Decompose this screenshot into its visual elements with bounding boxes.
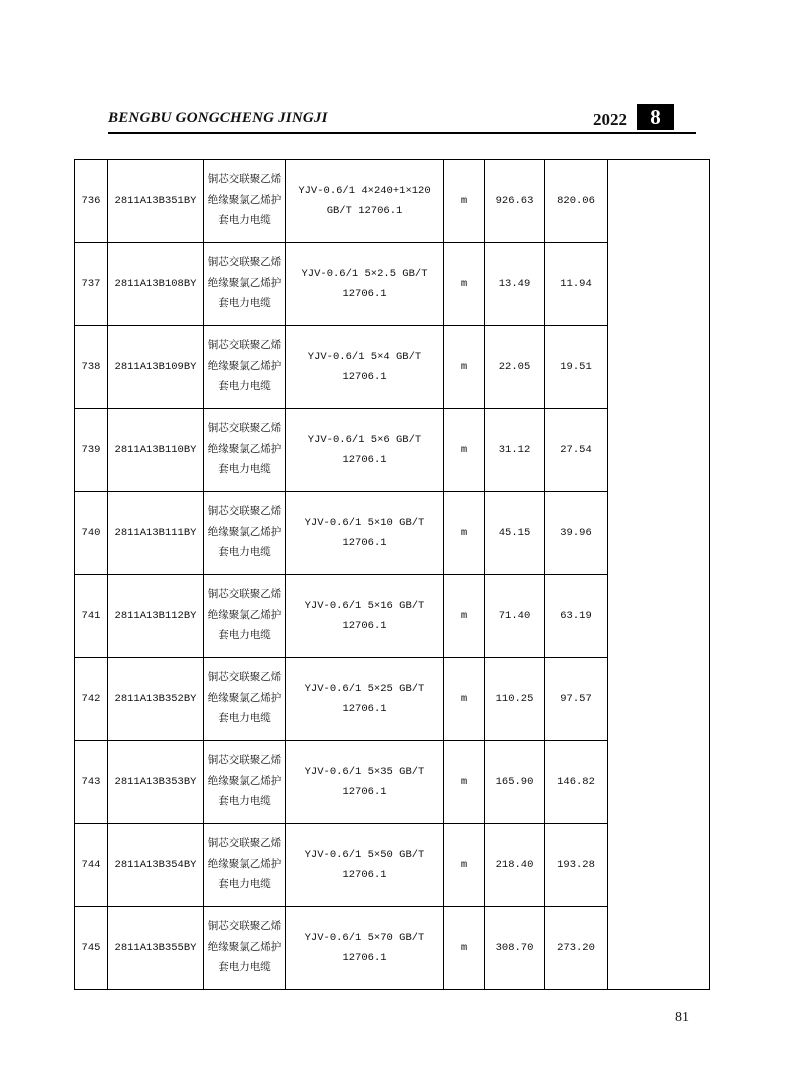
price-tax-excl: 273.20 — [545, 907, 608, 990]
item-name: 铜芯交联聚乙烯绝缘聚氯乙烯护套电力电缆 — [204, 160, 286, 243]
item-spec: YJV-0.6/1 5×70 GB/T 12706.1 — [286, 907, 444, 990]
item-unit: m — [444, 326, 485, 409]
item-spec: YJV-0.6/1 5×25 GB/T 12706.1 — [286, 658, 444, 741]
page-number: 81 — [675, 1010, 689, 1025]
item-spec: YJV-0.6/1 5×2.5 GB/T 12706.1 — [286, 243, 444, 326]
header-rule — [108, 132, 696, 134]
journal-title: BENGBU GONGCHENG JINGJI — [108, 110, 328, 126]
row-number: 741 — [75, 575, 108, 658]
price-tax-excl: 39.96 — [545, 492, 608, 575]
item-code: 2811A13B112BY — [108, 575, 204, 658]
price-tax-excl: 146.82 — [545, 741, 608, 824]
row-number: 745 — [75, 907, 108, 990]
item-code: 2811A13B111BY — [108, 492, 204, 575]
table-body — [75, 160, 710, 990]
item-name: 铜芯交联聚乙烯绝缘聚氯乙烯护套电力电缆 — [204, 575, 286, 658]
item-unit: m — [444, 658, 485, 741]
price-tax-excl: 820.06 — [545, 160, 608, 243]
table-row — [75, 160, 710, 243]
price-tax-excl: 11.94 — [545, 243, 608, 326]
item-name: 铜芯交联聚乙烯绝缘聚氯乙烯护套电力电缆 — [204, 658, 286, 741]
price-tax-incl: 71.40 — [485, 575, 545, 658]
item-unit: m — [444, 492, 485, 575]
price-tax-excl: 27.54 — [545, 409, 608, 492]
item-code: 2811A13B353BY — [108, 741, 204, 824]
item-name: 铜芯交联聚乙烯绝缘聚氯乙烯护套电力电缆 — [204, 741, 286, 824]
item-unit: m — [444, 409, 485, 492]
price-tax-incl: 13.49 — [485, 243, 545, 326]
item-spec: YJV-0.6/1 5×50 GB/T 12706.1 — [286, 824, 444, 907]
remarks-cell — [608, 160, 710, 990]
row-number: 738 — [75, 326, 108, 409]
row-number: 736 — [75, 160, 108, 243]
page-header — [108, 104, 696, 134]
price-tax-excl: 193.28 — [545, 824, 608, 907]
row-number: 744 — [75, 824, 108, 907]
price-tax-incl: 926.63 — [485, 160, 545, 243]
item-name: 铜芯交联聚乙烯绝缘聚氯乙烯护套电力电缆 — [204, 243, 286, 326]
item-code: 2811A13B352BY — [108, 658, 204, 741]
item-code: 2811A13B354BY — [108, 824, 204, 907]
item-unit: m — [444, 243, 485, 326]
item-spec: YJV-0.6/1 5×6 GB/T 12706.1 — [286, 409, 444, 492]
item-spec: YJV-0.6/1 5×35 GB/T 12706.1 — [286, 741, 444, 824]
item-name: 铜芯交联聚乙烯绝缘聚氯乙烯护套电力电缆 — [204, 824, 286, 907]
item-unit: m — [444, 824, 485, 907]
row-number: 739 — [75, 409, 108, 492]
item-unit: m — [444, 575, 485, 658]
price-tax-excl: 63.19 — [545, 575, 608, 658]
item-code: 2811A13B351BY — [108, 160, 204, 243]
row-number: 743 — [75, 741, 108, 824]
item-code: 2811A13B108BY — [108, 243, 204, 326]
item-code: 2811A13B110BY — [108, 409, 204, 492]
item-spec: YJV-0.6/1 5×10 GB/T 12706.1 — [286, 492, 444, 575]
issue-number: 8 — [637, 104, 674, 130]
item-unit: m — [444, 160, 485, 243]
item-spec: YJV-0.6/1 5×4 GB/T 12706.1 — [286, 326, 444, 409]
price-table — [74, 159, 710, 990]
item-name: 铜芯交联聚乙烯绝缘聚氯乙烯护套电力电缆 — [204, 409, 286, 492]
item-spec: YJV-0.6/1 5×16 GB/T 12706.1 — [286, 575, 444, 658]
item-spec: YJV-0.6/1 4×240+1×120 GB/T 12706.1 — [286, 160, 444, 243]
issue-year: 2022 — [593, 110, 627, 129]
price-tax-excl: 19.51 — [545, 326, 608, 409]
price-tax-incl: 165.90 — [485, 741, 545, 824]
row-number: 742 — [75, 658, 108, 741]
price-tax-incl: 31.12 — [485, 409, 545, 492]
item-code: 2811A13B109BY — [108, 326, 204, 409]
price-tax-incl: 110.25 — [485, 658, 545, 741]
price-tax-incl: 45.15 — [485, 492, 545, 575]
row-number: 740 — [75, 492, 108, 575]
price-tax-incl: 22.05 — [485, 326, 545, 409]
item-unit: m — [444, 907, 485, 990]
item-name: 铜芯交联聚乙烯绝缘聚氯乙烯护套电力电缆 — [204, 492, 286, 575]
price-tax-incl: 308.70 — [485, 907, 545, 990]
item-name: 铜芯交联聚乙烯绝缘聚氯乙烯护套电力电缆 — [204, 326, 286, 409]
item-code: 2811A13B355BY — [108, 907, 204, 990]
item-unit: m — [444, 741, 485, 824]
item-name: 铜芯交联聚乙烯绝缘聚氯乙烯护套电力电缆 — [204, 907, 286, 990]
row-number: 737 — [75, 243, 108, 326]
price-tax-excl: 97.57 — [545, 658, 608, 741]
price-tax-incl: 218.40 — [485, 824, 545, 907]
